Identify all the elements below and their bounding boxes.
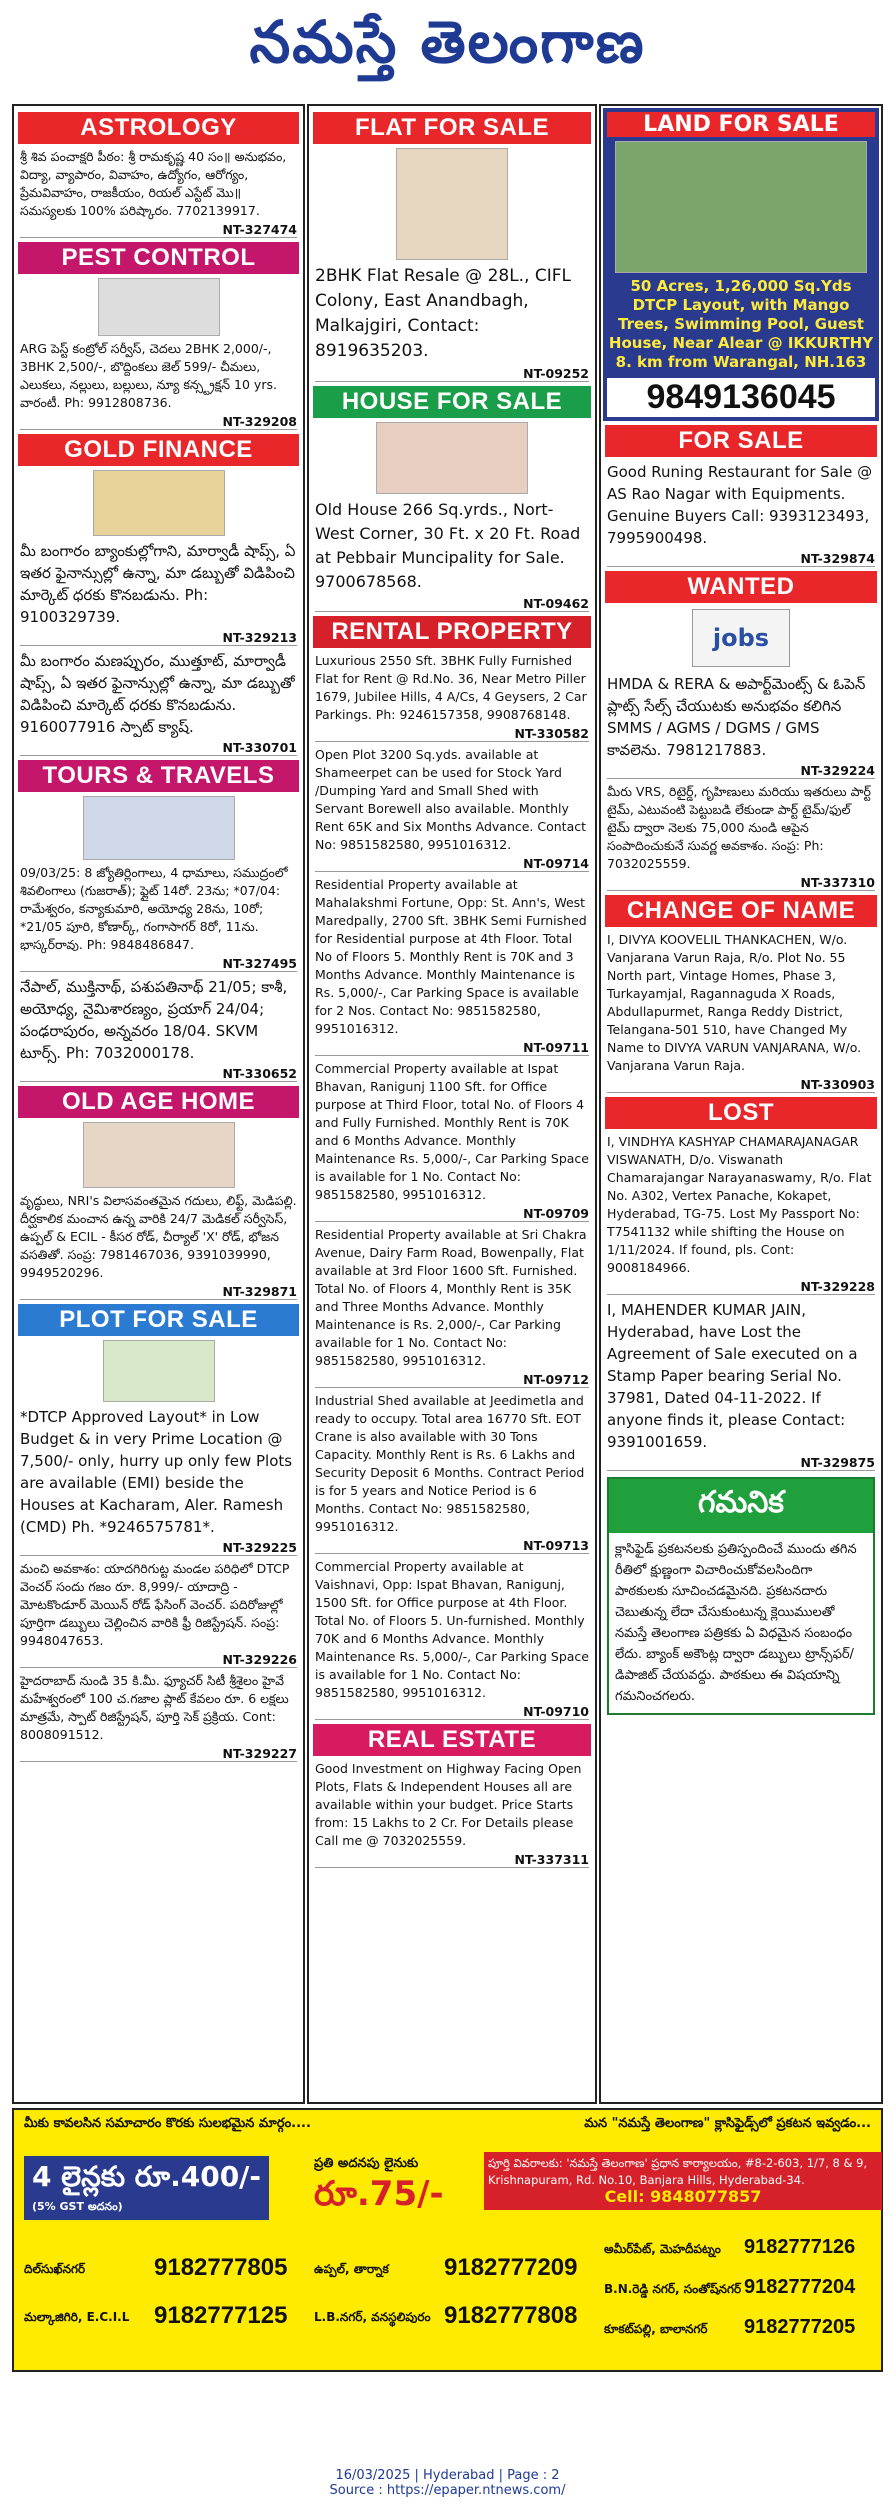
section-gold-finance: GOLD FINANCE	[18, 434, 299, 466]
office-address	[484, 2152, 882, 2210]
ad-rental-1: Luxurious 2550 Sft. 3BHK Fully Furnished Flat for Rent @ Rd.No. 36, Near Metro Piller 1679, Jubilee Hills, 4 A/Cs, 4 Geysers, 2 Car Parkings. Ph: 9246157358, 9908768148.	[315, 653, 587, 722]
gold-image	[93, 470, 225, 536]
ad-code: NT-330701	[20, 740, 297, 756]
ad-code: NT-09714	[315, 856, 589, 872]
rate-base: 4 లైన్లకు రూ.400/-	[32, 2160, 262, 2193]
section-land: LAND FOR SALE	[607, 112, 875, 137]
rate-box	[24, 2156, 269, 2220]
ad-code: NT-09252	[315, 366, 589, 382]
office-phone: 9182777205	[744, 2316, 856, 2338]
ad-code: NT-329213	[20, 630, 297, 646]
ad-code: NT-329874	[607, 551, 875, 567]
land-phone: 9849136045	[607, 378, 875, 417]
notice-title: గమనిక	[609, 1479, 873, 1533]
office-phone: 9182777805	[154, 2254, 288, 2281]
ad-code: NT-329227	[20, 1746, 297, 1762]
ad-wanted-2: మీరు VRS, రిటైర్డ్, గృహిణులు మరియు ఇతరులు పార్ట్ టైమ్, ఎటువంటి పెట్టుబడి లేకుండా పార్ట్ టైమ్/ఫుల్ టైమ్ ద్వారా నెలకు 75,000 నుండి ఆపైన సంపాదించుకునే సువర్ణ అవకాశం. సంప్ర: Ph: 7032025559.	[607, 784, 871, 871]
cell-number: Cell: 9848077857	[604, 2187, 762, 2206]
rate-note: (5% GST అదనం)	[32, 2200, 123, 2213]
ad-code: NT-330903	[607, 1077, 875, 1093]
ad-code: NT-09710	[315, 1704, 589, 1720]
office-label: B.N.రెడ్డి నగర్, సంతోష్‌నగర్	[604, 2282, 742, 2296]
office-label: అమీర్‌పేట్, మెహదీపట్నం	[604, 2242, 721, 2256]
ad-code: NT-330582	[315, 726, 589, 742]
page-credit	[0, 2468, 895, 2498]
ad-code: NT-09711	[315, 1040, 589, 1056]
ad-house: Old House 266 Sq.yrds., Nort-West Corner, 30 Ft. x 20 Ft. Road at Pebbair Muncipality for Sale. 9700678568.	[315, 500, 581, 591]
ad-oldage: వృద్ధులు, NRI's విలాసవంతమైన గదులు, లిఫ్ట్, మెడిపల్లి. దీర్ఘకాలిక మంచాన ఉన్న వారికి 24/7 మెడికల్ సర్వీసెస్, ఉప్పల్ & ECIL - కీసర రోడ్, చీర్యాల్ 'X' రోడ్, భోజన వసతితో. సంప్ర: 7981467036, 9391039990, 9949520296.	[20, 1193, 297, 1280]
land-for-sale-box	[603, 108, 879, 421]
office-label: L.B.నగర్, వనస్థలిపురం	[314, 2310, 431, 2324]
section-change-name: CHANGE OF NAME	[605, 895, 877, 927]
ad-rental-2: Open Plot 3200 Sq.yds. available at Shameerpet can be used for Stock Yard /Dumping Yard and Small Shed with Servant Borewell also available. Monthly Rent 65K and Six Months Advance. Contact No: 9851582580, 9951016312.	[315, 747, 587, 852]
office-label: ఉప్పల్, తార్నాక	[314, 2262, 389, 2276]
ad-rental-3: Residential Property available at Mahalakshmi Fortune, Opp: St. Ann's, West Maredpally, 2700 Sft. 3BHK Semi Furnished for Residential purpose at 4th Floor. Total No of Floors 5. Monthly Rent is 70K and 3 Months Advance. Monthly Maintenance is Rs. 5,000/-, Car Parking Space is available for 2 Nos. Contact No: 9851582580, 9951016312.	[315, 877, 587, 1036]
ad-code: NT-329228	[607, 1279, 875, 1295]
office-phone: 9182777209	[444, 2254, 578, 2281]
ad-land: 50 Acres, 1,26,000 Sq.Yds DTCP Layout, with Mango Trees, Swimming Pool, Guest House, Near Alear @ IKKURTHY 8. km from Warangal, NH.163	[608, 277, 874, 371]
section-astrology: ASTROLOGY	[18, 112, 299, 144]
ad-flat: 2BHK Flat Resale @ 28L., CIFL Colony, East Anandbagh, Malkajgiri, Contact: 8919635203.	[315, 266, 572, 361]
ad-rental-7: Commercial Property available at Vaishnavi, Opp: Ispat Bhavan, Ranigunj, 1500 Sft. for Office purpose at 4th Floor. Total No. of Floors 5. Un-furnished. Monthly 70K and 6 Months Advance. Monthly Maintenance Rs. 5,000/-, Car Parking Space is available for 1 No. Contact No: 9851582580, 9951016312.	[315, 1559, 589, 1700]
ad-code: NT-329226	[20, 1652, 297, 1668]
ad-code: NT-329871	[20, 1284, 297, 1300]
credit-source: Source : https://epaper.ntnews.com/	[329, 2483, 566, 2498]
ad-lost-1: I, VINDHYA KASHYAP CHAMARAJANAGAR VISWANATH, D/o. Viswanath Chamarajangar Narayanaswamy, R/o. Flat No. A302, Vertex Panache, Kokapet, Hyderabad, TG-75. Lost My Passport No: T7541132 while shifting the House on 1/11/2024. If found, pls. Cont: 9008184966.	[607, 1134, 872, 1275]
land-image	[615, 141, 867, 273]
ad-rental-6: Industrial Shed available at Jeedimetla and ready to occupy. Total area 16770 Sft. EOT Crane is also available with 30 Tons Capacity. Monthly Rent is Rs. 6 Lakhs and Security Deposit 6 Months. Contract Period is for 5 years and Notice Period is 6 Months. Contact No: 9851582580, 9951016312.	[315, 1393, 585, 1534]
ad-rental-5: Residential Property available at Sri Chakra Avenue, Dairy Farm Road, Bowenpally, Flat available at 3rd Floor 1600 Sft. Furnished. Total No. of Floors 4, Monthly Rent is 35K and Three Months Advance. Monthly Maintenance is Rs. 2,000/-, Car Parking available for 1 No. Contact No: 9851582580, 9951016312.	[315, 1227, 587, 1368]
notice-text: క్లాసిఫైడ్ ప్రకటనలకు ప్రతిస్పందించే ముందు తగిన రీతిలో క్షుణ్ణంగా విచారించుకోవలసిందిగా పాఠకులకు సూచించడమైనది. ప్రకటనదారు చెబుతున్న లేదా చేసుకుంటున్న క్లెయిములతో నమస్తే తెలంగాణ పత్రికకు ఏ విధమైన సంబంధం లేదు. బ్యాంక్ అకౌంట్ల ద్వారా డబ్బులు ట్రాన్స్‌ఫర్/డిపాజిట్ చేయవద్దు. పాఠకులు ఈ విషయాన్ని గమనించగలరు.	[615, 1542, 857, 1704]
section-old-age: OLD AGE HOME	[18, 1086, 299, 1118]
ad-gold-2: మీ బంగారం మణప్పురం, ముత్తూట్, మార్వాడీ షాప్స్, ఏ ఇతర ఫైనాన్సుల్లో ఉన్నా, మా డబ్బుతో విడిపించి మార్కెట్ ధరకు కొనబడును. 9160077916 స్పాట్ క్యాష్.	[20, 652, 295, 736]
ad-wanted-1: HMDA & RERA & అపార్ట్‌మెంట్స్ & ఓపెన్ ప్లాట్స్ సేల్స్ చేయుటకు అనుభవం కలిగిన SMMS / AGMS / DGMS / GMS కావలెను. 7981217883.	[607, 675, 866, 759]
ad-tours-1: 09/03/25: 8 జ్యోతిర్లింగాలు, 4 ధామాలు, సముద్రంలో శివలింగాలు (గుజరాత్); ఫ్లైట్ 14రో. 23ను; *07/04: రామేశ్వరం, కన్యాకుమారి, అయోధ్య 28ను, 10రో; *21/05 పూరి, కోణార్క్, గంగాసాగర్ 8రో, 11ను. భాస్కర్‌రావు. Ph: 9848486847.	[20, 865, 288, 952]
ad-plot-3: హైదరాబాద్ నుండి 35 కి.మీ. ఫ్యూచర్ సిటీ శ్రీశైలం హైవే మహేశ్వరంలో 100 చ.గజాల ప్లాట్ కేవలం రూ. 6 లక్షలు మాత్రమే, స్పాట్ రిజిస్ట్రేషన్, పూర్తి సెక్ ప్రక్రియ. Cont: 8008091512.	[20, 1673, 289, 1742]
ad-tours-2: నేపాల్, ముక్తినాథ్, పశుపతినాథ్ 21/05; కాశీ, అయోధ్య, నైమిశారణ్యం, ప్రయాగ్ 24/04; పంఢరాపురం, అన్నవరం 18/04. SKVM టూర్స్. Ph: 7032000178.	[20, 978, 288, 1062]
rate-extra	[314, 2156, 444, 2222]
notice-box	[607, 1477, 875, 1715]
footer-line-1: మీకు కావలసిన సమాచారం కొరకు సులభమైన మార్గం....	[24, 2116, 311, 2131]
footer-banner	[12, 2108, 883, 2372]
office-phone: 9182777126	[744, 2236, 856, 2258]
column-3	[599, 104, 883, 2104]
ad-code: NT-09712	[315, 1372, 589, 1388]
ad-pest: ARG పెస్ట్ కంట్రోల్ సర్వీస్, చెదలు 2BHK 2,000/-, 3BHK 2,500/-, బొద్దింకలు జెల్ 599/- చీమలు, ఎలుకలు, నల్లులు, బల్లులు, న్యూ కన్స్ట్రక్షన్ 10 yrs. వారంటీ. Ph: 9912808736.	[20, 341, 277, 410]
office-phone: 9182777808	[444, 2302, 578, 2329]
ad-real-estate: Good Investment on Highway Facing Open Plots, Flats & Independent Houses all are available within your budget. Price Starts from: 15 Lakhs to 2 Cr. For Details please Call me @ 7032025559.	[315, 1761, 582, 1848]
newspaper-title: నమస్తే తెలంగాణ	[249, 8, 646, 76]
office-label: కూకట్‌పల్లి, బాలానగర్	[604, 2322, 708, 2336]
ad-code: NT-329208	[20, 414, 297, 430]
section-plot: PLOT FOR SALE	[18, 1304, 299, 1336]
ad-code: NT-327474	[20, 222, 297, 238]
section-pest-control: PEST CONTROL	[18, 242, 299, 274]
ad-code: NT-09709	[315, 1206, 589, 1222]
section-rental: RENTAL PROPERTY	[313, 616, 591, 648]
section-for-sale: FOR SALE	[605, 425, 877, 457]
ad-code: NT-337310	[607, 875, 875, 891]
ad-code: NT-09462	[315, 596, 589, 612]
ad-code: NT-329225	[20, 1540, 297, 1556]
office-phone: 9182777125	[154, 2302, 288, 2329]
column-2	[307, 104, 597, 2104]
section-lost: LOST	[605, 1097, 877, 1129]
section-flat: FLAT FOR SALE	[313, 112, 591, 144]
jobs-logo: jobs	[692, 609, 790, 667]
house-image	[376, 422, 528, 494]
footer-line-2: మన "నమస్తే తెలంగాణ" క్లాసిఫైడ్స్‌లో ప్రకటన ఇవ్వడం...	[584, 2116, 871, 2131]
ad-change-name: I, DIVYA KOOVELIL THANKACHEN, W/o. Vanjarana Varun Raja, R/o. Plot No. 55 North part, Vintage Homes, Phase 3, Turkayamjal, Ragannaguda X Roads, Abdullapurmet, Ranga Reddy District, Telangana-501 510, have Changed My Name to DIVYA VARUN VANJARANA, W/o. Vanjarana Varun Raja.	[607, 932, 862, 1073]
ad-for-sale: Good Runing Restaurant for Sale @ AS Rao Nagar with Equipments. Genuine Buyers Call: 9393123493, 7995900498.	[607, 463, 873, 547]
credit-date: 16/03/2025 | Hyderabad | Page : 2	[335, 2468, 560, 2483]
section-house: HOUSE FOR SALE	[313, 386, 591, 418]
ad-code: NT-337311	[315, 1852, 589, 1868]
bus-image	[83, 796, 235, 860]
section-tours: TOURS & TRAVELS	[18, 760, 299, 792]
ad-code: NT-329875	[607, 1455, 875, 1471]
ad-code: NT-327495	[20, 956, 297, 972]
rate-extra-label: ప్రతి అదనపు లైనుకు	[314, 2156, 419, 2171]
ad-code: NT-330652	[20, 1066, 297, 1082]
ad-rental-4: Commercial Property available at Ispat Bhavan, Ranigunj 1100 Sft. for Office purpose at Third Floor, total No. of Floors 4 and Fully Furnished. Monthly Rent is 70K and 6 Months Advance. Monthly Maintenance Rs. 5,000/-, Car Parking Space is available for 1 No. Contact No: 9851582580, 9951016312.	[315, 1061, 589, 1202]
ad-plot-1: *DTCP Approved Layout* in Low Budget & in very Prime Location @ 7,500/- only, hurry up only few Plots are available (EMI) beside the Houses at Kacharam, Aler. Ramesh (CMD) Ph. *9246575781*.	[20, 1408, 293, 1536]
ad-lost-2: I, MAHENDER KUMAR JAIN, Hyderabad, have Lost the Agreement of Sale executed on a Stamp Paper bearing Serial No. 37981, Dated 04-11-2022. If anyone finds it, please Contact: 9391001659.	[607, 1301, 858, 1451]
section-real-estate: REAL ESTATE	[313, 1724, 591, 1756]
flat-image	[396, 148, 508, 260]
address-text: పూర్తి వివరాలకు: 'నమస్తే తెలంగాణ' ప్రధాన కార్యాలయం, #8-2-603, 1/7, 8 & 9, Krishnapuram, Rd. No.10, Banjara Hills, Hyderabad-34.	[488, 2156, 868, 2187]
ad-code: NT-329224	[607, 763, 875, 779]
masthead	[0, 0, 895, 92]
rate-extra-value: రూ.75/-	[314, 2174, 444, 2214]
section-wanted: WANTED	[605, 571, 877, 603]
ad-astrology: శ్రీ శివ పంచాక్షరి పీఠం: శ్రీ రామకృష్ణ 40 సం॥ అనుభవం, విద్యా, వ్యాపారం, వివాహం, ఉద్యోగం, ఆరోగ్యం, ప్రేమవివాహం, రాజకీయం, రియల్ ఎస్టేట్ మొ॥ సమస్యలకు 100% పరిష్కారం. 7702139917.	[20, 149, 287, 218]
column-1	[12, 104, 305, 2104]
oldage-image	[83, 1122, 235, 1188]
plot-image	[103, 1340, 215, 1402]
office-phone: 9182777204	[744, 2276, 856, 2298]
office-label: మల్కాజిగిరి, E.C.I.L	[24, 2310, 130, 2324]
pest-image	[98, 278, 220, 336]
ad-plot-2: మంచి అవకాశం: యాదగిరిగుట్ట మండల పరిధిలో DTCP వెంచర్ సందు గజం రూ. 8,999/- యాదాద్రి - మోటకొండూర్ మెయిన్ రోడ్ ఫేసింగ్ వెంచర్. పదిరోజుల్లో పూర్తిగా డబ్బులు చెల్లించిన వారికి ఫ్రీ రిజిస్ట్రేషన్. సంప్ర: 9948047653.	[20, 1561, 290, 1648]
ad-code: NT-09713	[315, 1538, 589, 1554]
office-label: దిల్‌సుఖ్‌నగర్	[24, 2262, 86, 2276]
ad-gold-1: మీ బంగారం బ్యాంకుల్లోగాని, మార్వాడీ షాప్స్, ఏ ఇతర ఫైనాన్సుల్లో ఉన్నా, మా డబ్బుతో విడిపించి మార్కెట్ ధరకు కొనబడును. Ph: 9100329739.	[20, 542, 296, 626]
